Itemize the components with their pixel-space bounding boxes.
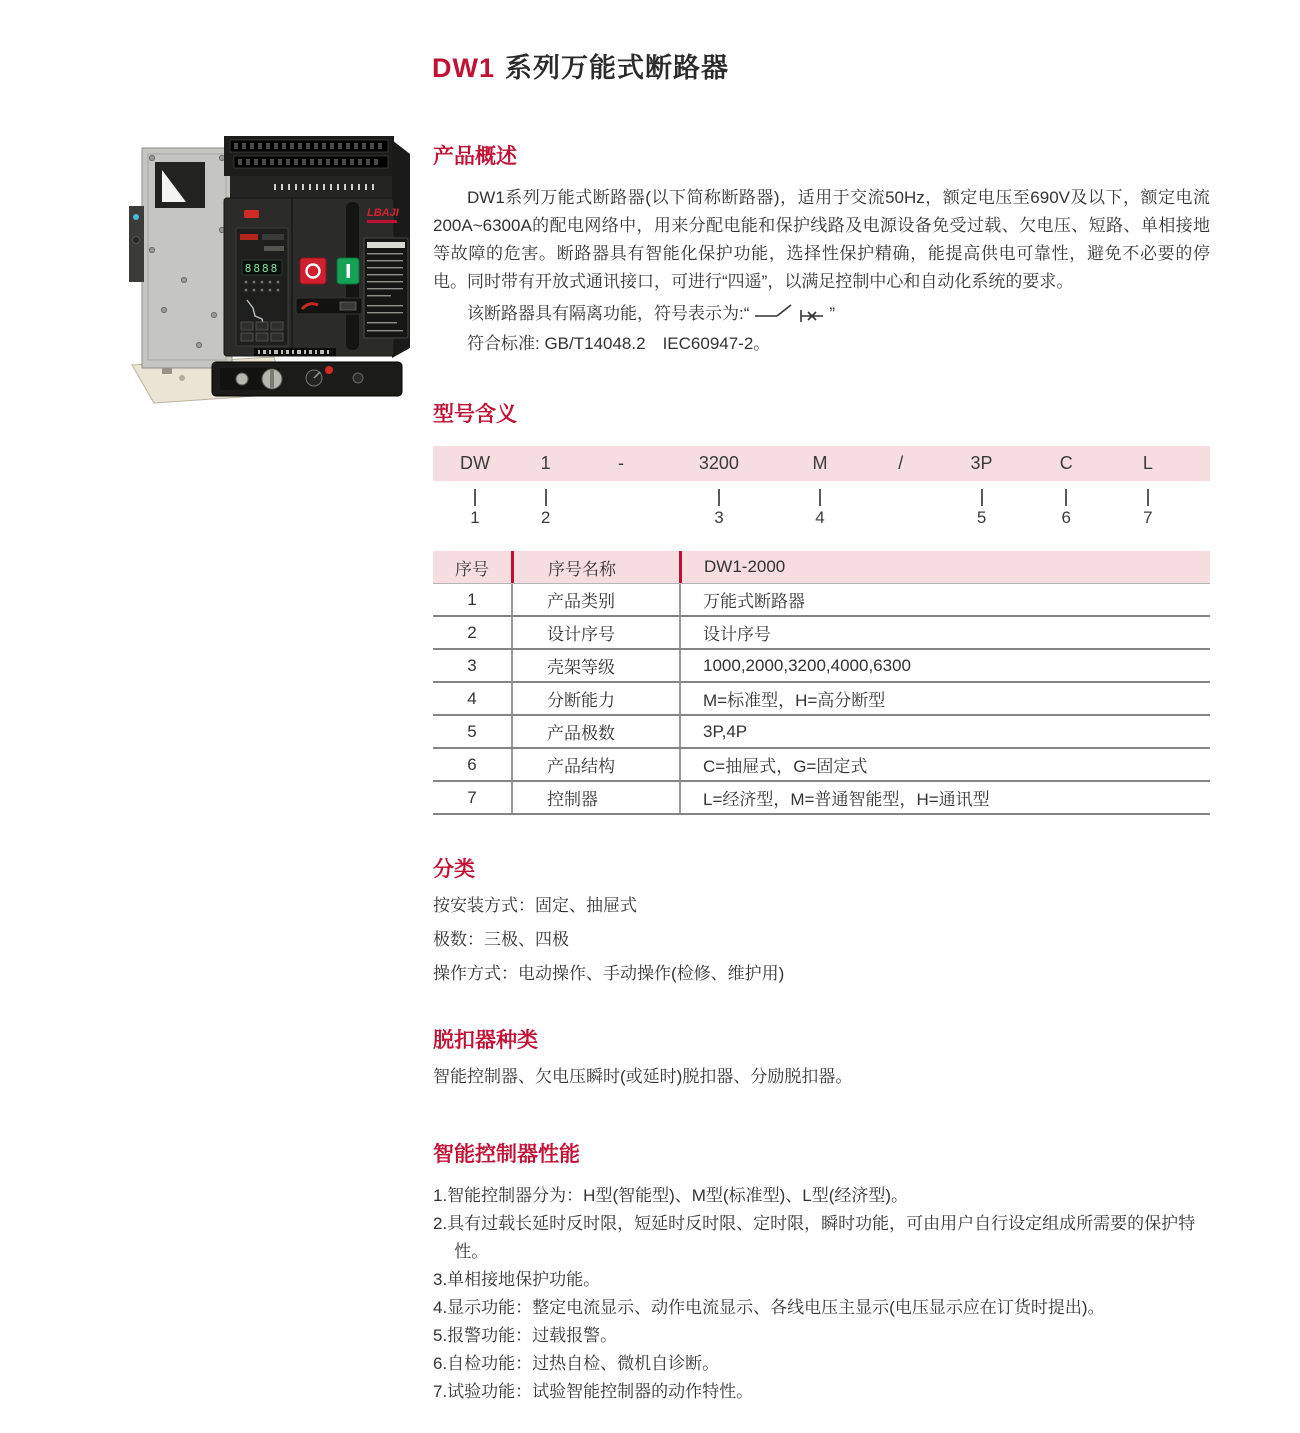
model-tick-row — [433, 489, 1210, 506]
table-cell: 1 — [467, 589, 477, 609]
table-cell: 7 — [467, 787, 477, 807]
model-segment: 1 — [540, 453, 551, 473]
table-cell: 3P,4P — [679, 716, 1210, 747]
lcd-display: 8888 — [244, 262, 280, 275]
table-cell: 产品极数 — [511, 716, 679, 747]
model-position-number: 5 — [976, 508, 987, 527]
release-text: 智能控制器、欠电压瞬时(或延时)脱扣器、分励脱扣器。 — [433, 1067, 853, 1086]
table-header-cell: DW1-2000 — [679, 551, 1210, 583]
tick — [474, 489, 476, 506]
controller-feature-item: 3.单相接地保护功能。 — [433, 1270, 601, 1289]
overview-text — [433, 184, 1210, 359]
tick — [1065, 489, 1067, 506]
circuit-breaker-illustration — [124, 110, 424, 405]
table-row — [433, 683, 1210, 716]
model-position-number: 2 — [540, 508, 551, 527]
classification-line: 操作方式：电动操作、手动操作(检修、维护用) — [433, 964, 785, 983]
overview-standards: 符合标准: GB/T14048.2 IEC60947-2。 — [467, 334, 771, 353]
table-row — [433, 782, 1210, 815]
section-heading-classification: 分类 — [433, 858, 475, 881]
page-title — [432, 46, 729, 85]
model-position-number: 1 — [470, 508, 480, 527]
model-segment: 3200 — [698, 453, 739, 473]
overview-symbol-line — [433, 299, 1210, 329]
tick — [718, 489, 720, 506]
symbol-line-suffix: ” — [829, 304, 836, 323]
classification-line: 极数：三极、四极 — [433, 930, 569, 949]
section-heading-model: 型号含义 — [433, 403, 517, 426]
table-header-row — [433, 551, 1210, 584]
table-header-cell: 序号 — [455, 559, 489, 579]
section-heading-controller: 智能控制器性能 — [433, 1143, 580, 1166]
table-cell: 设计序号 — [511, 617, 679, 648]
table-cell: 设计序号 — [679, 617, 1210, 648]
table-cell: 分断能力 — [511, 683, 679, 714]
model-segment: 3P — [970, 453, 993, 473]
table-row — [433, 617, 1210, 650]
tick — [1147, 489, 1149, 506]
symbol-line-prefix: 该断路器具有隔离功能，符号表示为:“ — [467, 304, 750, 323]
section-heading-overview: 产品概述 — [433, 145, 517, 168]
table-cell: 1000,2000,3200,4000,6300 — [679, 650, 1210, 681]
table-row — [433, 650, 1210, 683]
table-row — [433, 749, 1210, 782]
table-row — [433, 584, 1210, 617]
model-position-number: 6 — [1061, 508, 1071, 527]
table-cell: 2 — [467, 622, 477, 642]
table-cell: 产品结构 — [511, 749, 679, 780]
model-code-band — [433, 446, 1210, 481]
model-segment: - — [618, 453, 625, 473]
controller-feature-item: 7.试验功能：试验智能控制器的动作特性。 — [433, 1382, 754, 1401]
tick — [981, 489, 983, 506]
section-heading-release: 脱扣器种类 — [433, 1029, 538, 1052]
controller-feature-item: 2.具有过载长延时反时限，短延时反时限、定时限，瞬时功能，可由用户自行设定组成所需要的保护特性。 — [433, 1214, 1196, 1261]
page-title-text: 系列万能式断路器 — [505, 53, 729, 83]
controller-feature-item: 6.自检功能：过热自检、微机自诊断。 — [433, 1354, 720, 1373]
model-segment: / — [898, 453, 904, 473]
table-cell: 控制器 — [511, 782, 679, 813]
tick — [545, 489, 547, 506]
tick — [819, 489, 821, 506]
model-segment: C — [1059, 453, 1073, 473]
table-cell: 6 — [467, 754, 477, 774]
model-position-number: 7 — [1143, 508, 1153, 527]
classification-line: 按安装方式：固定、抽屉式 — [433, 896, 637, 915]
table-cell: M=标准型，H=高分断型 — [679, 683, 1210, 714]
model-meaning-table — [433, 551, 1210, 815]
isolation-function-symbol — [753, 301, 825, 323]
model-segment: L — [1142, 453, 1153, 473]
brand-logo: LBAJI — [367, 207, 399, 219]
controller-feature-list — [433, 1182, 1215, 1406]
table-cell: L=经济型，M=普通智能型，H=通讯型 — [679, 782, 1210, 813]
controller-feature-item: 4.显示功能：整定电流显示、动作电流显示、各线电压主显示(电压显示应在订货时提出)。 — [433, 1298, 1105, 1317]
table-cell: 4 — [467, 688, 477, 708]
table-cell: C=抽屉式，G=固定式 — [679, 749, 1210, 780]
model-position-number: 3 — [714, 508, 724, 527]
classification-text — [433, 889, 1223, 991]
product-photo — [124, 110, 424, 405]
table-header-cell: 序号名称 — [511, 551, 679, 583]
model-position-number: 4 — [815, 508, 825, 527]
model-segment: M — [812, 453, 828, 473]
table-cell: 3 — [467, 655, 477, 675]
table-cell: 产品类别 — [511, 584, 679, 615]
table-cell: 5 — [467, 721, 477, 741]
page-title-model: DW1 — [432, 53, 495, 83]
controller-feature-item: 1.智能控制器分为：H型(智能型)、M型(标准型)、L型(经济型)。 — [433, 1186, 909, 1205]
table-row — [433, 716, 1210, 749]
table-cell: 壳架等级 — [511, 650, 679, 681]
table-cell: 万能式断路器 — [679, 584, 1210, 615]
model-segment: DW — [459, 453, 490, 473]
model-number-row — [433, 508, 1210, 530]
overview-paragraph: DW1系列万能式断路器(以下简称断路器)，适用于交流50Hz，额定电压至690V及以下，额定电流200A~6300A的配电网络中，用来分配电能和保护线路及电源设备免受过载、欠电压、短路、单相接地等故障的危害。断路器具有智能化保护功能，选择性保护精确，能提高供电可靠性，避免不必要的停电。同时带有开放式通讯接口，可进行“四遥”，以满足控制中心和自动化系统的要求。 — [433, 188, 1210, 291]
controller-feature-item: 5.报警功能：过载报警。 — [433, 1326, 618, 1345]
